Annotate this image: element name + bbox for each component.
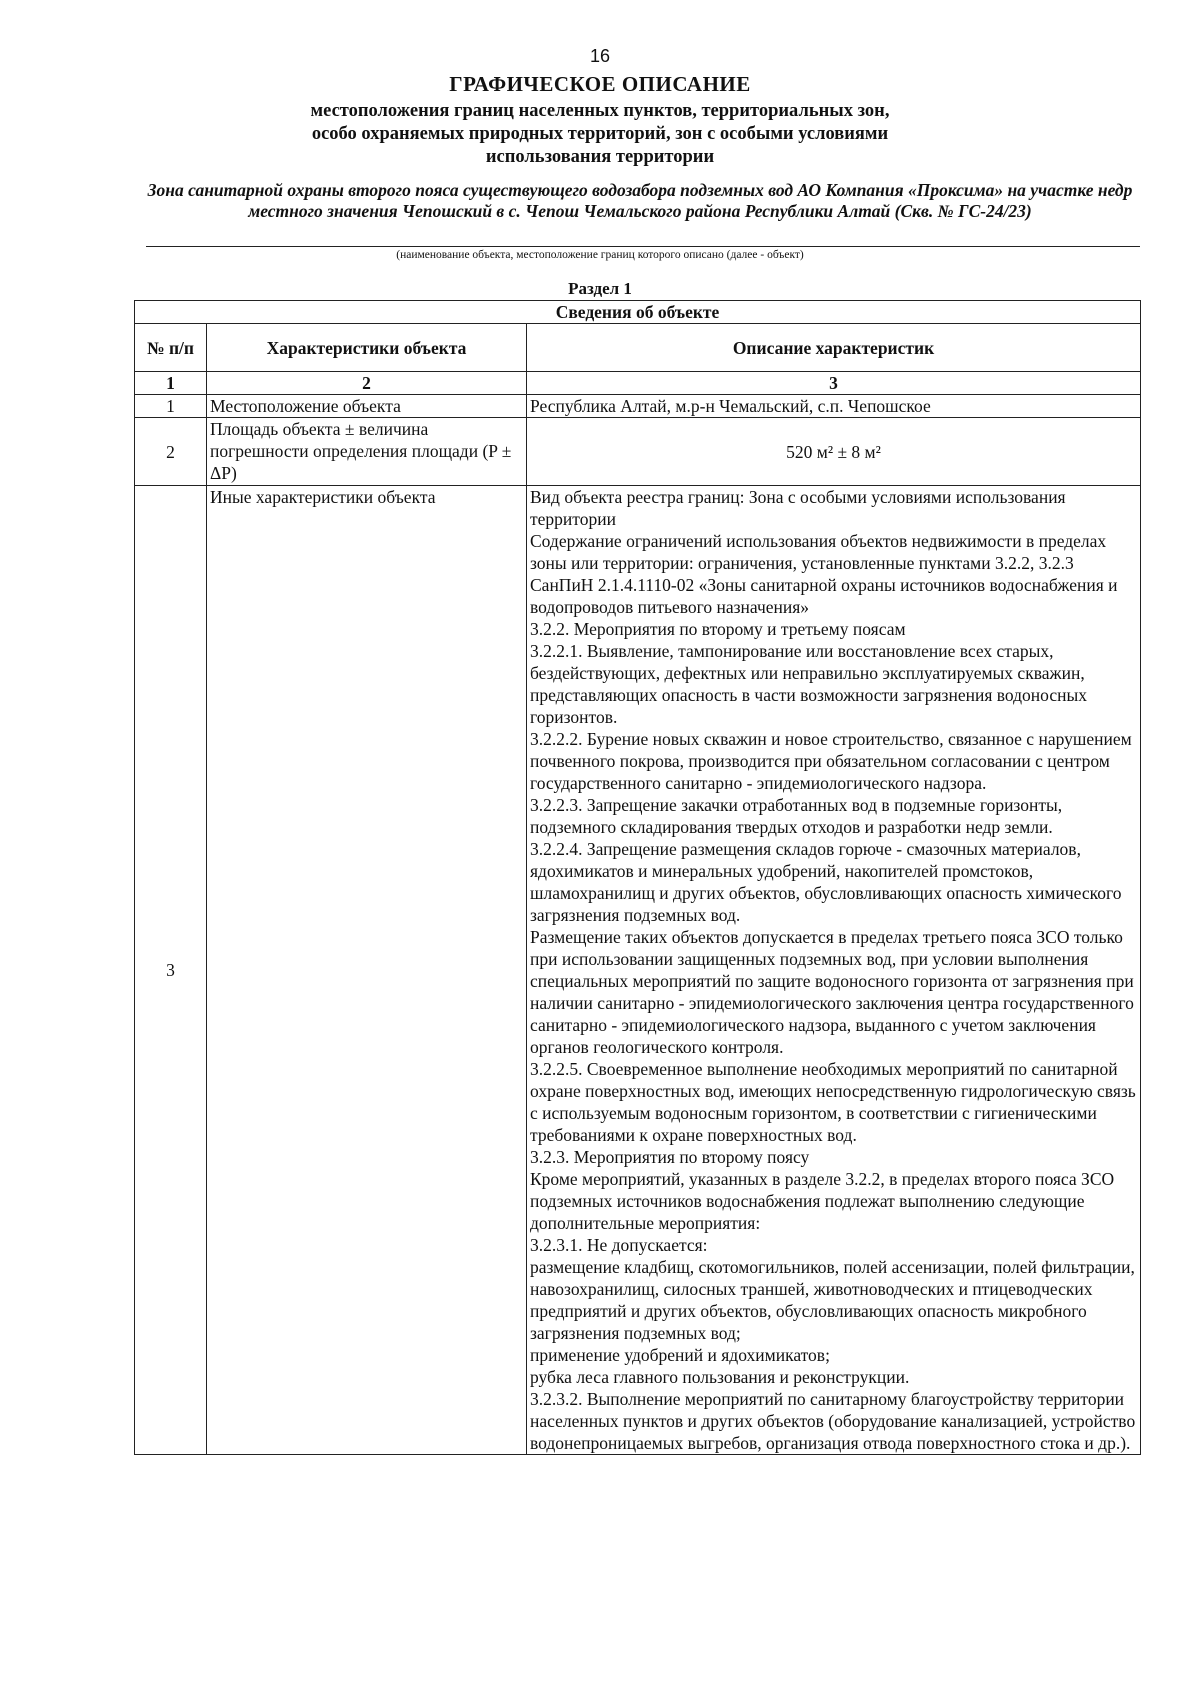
row-characteristic: Местоположение объекта	[207, 395, 527, 418]
description-paragraph: 3.2.3. Мероприятия по второму поясу	[530, 1147, 810, 1167]
page-number: 16	[589, 46, 611, 66]
header-description: Описание характеристик	[527, 324, 1141, 372]
registry-type-text: Вид объекта реестра границ: Зона с особыми условиями использования территории	[530, 487, 1066, 529]
table-row	[135, 418, 1141, 486]
column-number: 2	[207, 372, 527, 395]
description-paragraph: размещение кладбищ, скотомогильников, полей ассенизации, полей фильтрации, навозохранилищ, силосных траншей, животноводческих и птицеводческих предприятий и других объектов, обусловливающих опасность микробного загрязнения подземных вод;	[530, 1257, 1135, 1343]
description-paragraph: 3.2.2. Мероприятия по второму и третьему поясам	[530, 619, 906, 639]
column-number: 3	[527, 372, 1141, 395]
description-paragraph: 3.2.2.1. Выявление, тампонирование или восстановление всех старых, бездействующих, дефектных или неправильно эксплуатируемых скважин, представляющих опасность в части возможности загрязнения водоносных горизонтов.	[530, 641, 1087, 727]
header-num: № п/п	[135, 324, 207, 372]
section-label: Раздел 1	[568, 279, 632, 298]
row-characteristic: Иные характеристики объекта	[207, 486, 527, 1455]
table-title: Сведения об объекте	[135, 301, 1141, 324]
document-title: ГРАФИЧЕСКОЕ ОПИСАНИЕ	[449, 72, 751, 96]
table-title-row	[135, 301, 1141, 324]
object-name-underline	[146, 246, 1140, 247]
row-description: Республика Алтай, м.р-н Чемальский, с.п. Чепошское	[527, 395, 1141, 418]
description-paragraph: 3.2.3.2. Выполнение мероприятий по санитарному благоустройству территории населенных пунктов и других объектов (оборудование канализацией, устройство водонепроницаемых выгребов, организация отвода поверхностного стока и др.).	[530, 1389, 1136, 1453]
row-characteristic: Площадь объекта ± величина погрешности определения площади (P ± ΔP)	[207, 418, 527, 486]
description-paragraph: 3.2.2.4. Запрещение размещения складов горюче - смазочных материалов, ядохимикатов и минеральных удобрений, накопителей промстоков, шламохранилищ и других объектов, обусловливающих опасность химического загрязнения подземных вод.	[530, 839, 1122, 925]
description-paragraph: Кроме мероприятий, указанных в разделе 3.2.2, в пределах второго пояса ЗСО подземных источников водоснабжения подлежат выполнению следующие дополнительные мероприятия:	[530, 1169, 1115, 1233]
column-number: 1	[135, 372, 207, 395]
description-paragraph: 3.2.2.2. Бурение новых скважин и новое строительство, связанное с нарушением почвенного покрова, производится при обязательном согласовании с центром государственного санитарно - эпидемиологического надзора.	[530, 729, 1132, 793]
row-number: 3	[135, 486, 207, 1455]
description-paragraph: Размещение таких объектов допускается в пределах третьего пояса ЗСО только при использовании защищенных подземных вод, при условии выполнения специальных мероприятий по защите водоносного горизонта от загрязнения при наличии санитарно - эпидемиологического заключения центра государственного санитарно - эпидемиологического надзора, выданного с учетом заключения органов геологического контроля.	[530, 927, 1134, 1057]
row-description	[527, 486, 1141, 1455]
description-paragraph: 3.2.2.5. Своевременное выполнение необходимых мероприятий по санитарной охране поверхностных вод, имеющих непосредственную гидрологическую связь с используемым водоносным горизонтом, в соответствии с гигиеническими требованиями к охране поверхностных вод.	[530, 1059, 1136, 1145]
object-info-table	[134, 300, 1141, 1455]
object-name: Зона санитарной охраны второго пояса существующего водозабора подземных вод АО Компания «Проксима» на участке недр местного значения Чепошский в с. Чепош Чемальского района Республики Алтай (Скв. № ГС-24/23)	[147, 180, 1133, 221]
header-characteristic: Характеристики объекта	[207, 324, 527, 372]
column-number-row	[135, 372, 1141, 395]
description-paragraph: 3.2.2.3. Запрещение закачки отработанных вод в подземные горизонты, подземного складирования твердых отходов и разработки недр земли.	[530, 795, 1063, 837]
document-subtitle: местоположения границ населенных пунктов, территориальных зон, особо охраняемых природных территорий, зон с особыми условиями использования территории	[310, 101, 890, 167]
object-caption: (наименование объекта, местоположение границ которого описано (далее - объект)	[396, 249, 804, 261]
table-header-row	[135, 324, 1141, 372]
description-paragraph: применение удобрений и ядохимикатов;	[530, 1345, 830, 1365]
table-row	[135, 395, 1141, 418]
description-paragraph: Содержание ограничений использования объектов недвижимости в пределах зоны или территории: ограничения, установленные пунктами 3.2.2, 3.2.3 СанПиН 2.1.4.1110-02 «Зоны санитарной охраны источников водоснабжения и водопроводов питьевого назначения»	[530, 531, 1118, 617]
row-description: 520 м² ± 8 м²	[527, 418, 1141, 486]
row-number: 2	[135, 418, 207, 486]
description-paragraph: 3.2.3.1. Не допускается:	[530, 1235, 708, 1255]
table-row	[135, 486, 1141, 1455]
description-paragraph: рубка леса главного пользования и реконструкции.	[530, 1367, 910, 1387]
row-number: 1	[135, 395, 207, 418]
